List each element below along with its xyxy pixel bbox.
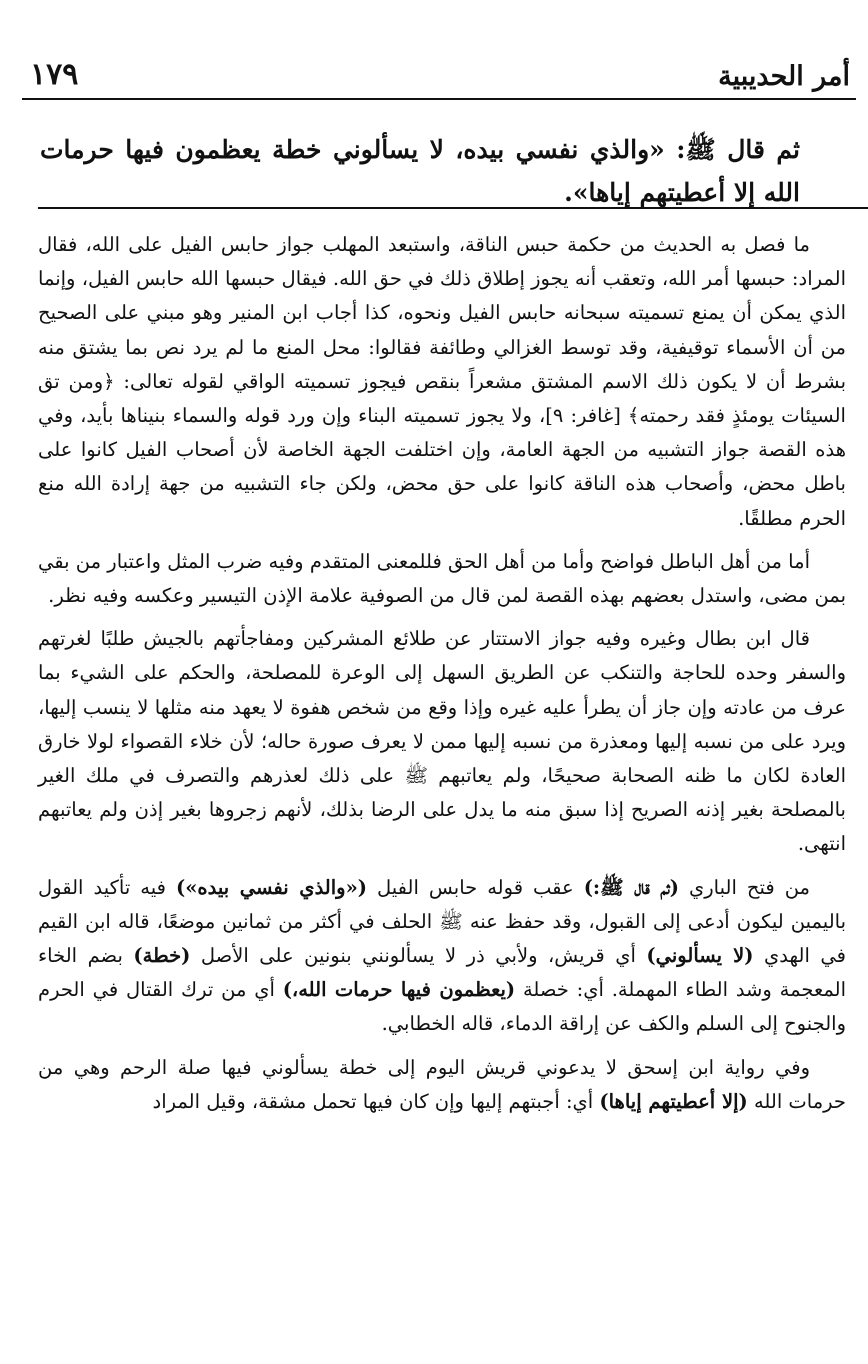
separator-rule — [38, 207, 868, 209]
hadith-text: ثم قال ﷺ: «والذي نفسي بيده، لا يسألوني خطة يعظمون فيها حرمات الله إلا أعطيتهم إياها». — [40, 135, 800, 207]
commentary — [38, 228, 846, 1128]
paragraph-text: أي من ترك القتال في الحرم والجنوح إلى السلم والكف عن إراقة الدماء، قاله الخطابي. — [38, 978, 846, 1036]
quoted-phrase: (ثم قال ﷺ:) — [583, 875, 679, 899]
quoted-phrase: (يعظمون فيها حرمات الله،) — [282, 978, 516, 1002]
paragraph-text: أي قريش، ولأبي ذر لا يسألونني بنونين على الأصل — [190, 944, 647, 968]
paragraph-text: وفي رواية ابن إسحق لا يدعوني قريش اليوم إلى خطة يسألوني فيها صلة الرحم وهي من حرمات الله — [38, 1055, 846, 1113]
paragraph-text: بضم الخاء المعجمة وشد الطاء المهملة. أي: خصلة — [38, 944, 846, 1002]
paragraph: ما فصل به الحديث من حكمة حبس الناقة، واستبعد المهلب جواز حابس الفيل على الله، فقال المراد: حبسها أمر الله، وتعقب أنه يجوز إطلاق ذلك في حق الله. فيقال حبسها الله حابس الفيل، وإنما الذي يمكن أن يمنع تسميته سبحانه حابس الفيل ونحوه، كذا أجاب ابن المنير وهو مبني على الصحيح من أن الأسماء توقيفية، وقد توسط الغزالي وطائفة فقالوا: محل المنع ما لم يرد نص بما يشتق منه بشرط أن لا يكون ذلك الاسم المشتق مشعراً بنقص فيجوز تسميته الواقي لقوله تعالى: ﴿ومن تق السيئات يومئذٍ فقد رحمته﴾ [غافر: ٩]، ولا يجوز تسميته البناء وإن ورد قوله والسماء بنيناها بأيد، وفي هذه القصة جواز التشبيه من الجهة العامة، وإن اختلفت الجهة الخاصة لأن أصحاب الفيل كانوا على باطل محض، وأصحاب هذه الناقة كانوا على حق محض، ولكن جاء التشبيه من جهة إرادة الله منع الحرم مطلقًا. — [38, 233, 846, 530]
quoted-phrase: («والذي نفسي بيده») — [175, 875, 367, 899]
paragraph — [38, 1051, 846, 1119]
paragraph-text: عقب قوله حابس الفيل — [367, 875, 584, 899]
page-header — [30, 44, 850, 98]
paragraph: قال ابن بطال وغيره وفيه جواز الاستتار عن طلائع المشركين ومفاجأتهم بالجيش طلبًا لغرتهم والسفر وحده للحاجة والتنكب عن الطريق السهل إلى الوعرة للمصلحة، والحكم على الشيء بما عرف من عادته وإن جاز أن يطرأ عليه غيره وإذا وقع من شخص هفوة لا يعهد منه مثلها لا ينسب إليها، ويرد على من نسبه إليها ومعذرة من نسبه إليها ممن لا يعرف صورة حاله؛ لأن خلاء القصواء لولا خارق العادة لكان ما ظنه الصحابة صحيحًا، ولم يعاتبهم ﷺ على ذلك لعذرهم والتصرف في ملك الغير بالمصلحة بغير إذنه الصريح إذا سبق منه ما يدل على الرضا بذلك، لأنهم زجروها بغير إذن ولم يعاتبهم انتهى. — [38, 627, 846, 856]
page-number: ١٧٩ — [30, 57, 79, 92]
paragraph-text: فيه تأكيد القول باليمين ليكون أدعى إلى القبول، وقد حفظ عنه ﷺ الحلف في أكثر من ثمانين موضعًا، قاله ابن القيم في الهدي — [38, 875, 846, 968]
paragraph: أما من أهل الباطل فواضح وأما من أهل الحق فللمعنى المتقدم وفيه ضرب المثل واعتبار من بقي بمن مضى، واستدل بعضهم بهذه القصة لمن قال من الصوفية علامة الإذن التيسير وعكسه وفيه نظر. — [38, 549, 846, 608]
paragraph-text: أي: أجبتهم إليها وإن كان فيها تحمل مشقة، وقيل المراد — [152, 1089, 600, 1113]
paragraph — [38, 871, 846, 1042]
quoted-phrase: (إلا أعطيتهم إياها) — [599, 1089, 748, 1113]
running-title: أمر الحديبية — [718, 61, 850, 92]
quoted-phrase: (خطة) — [133, 944, 191, 968]
paragraph-text: من فتح الباري — [678, 875, 810, 899]
quoted-phrase: (لا يسألوني) — [646, 944, 754, 968]
header-rule — [22, 98, 856, 100]
